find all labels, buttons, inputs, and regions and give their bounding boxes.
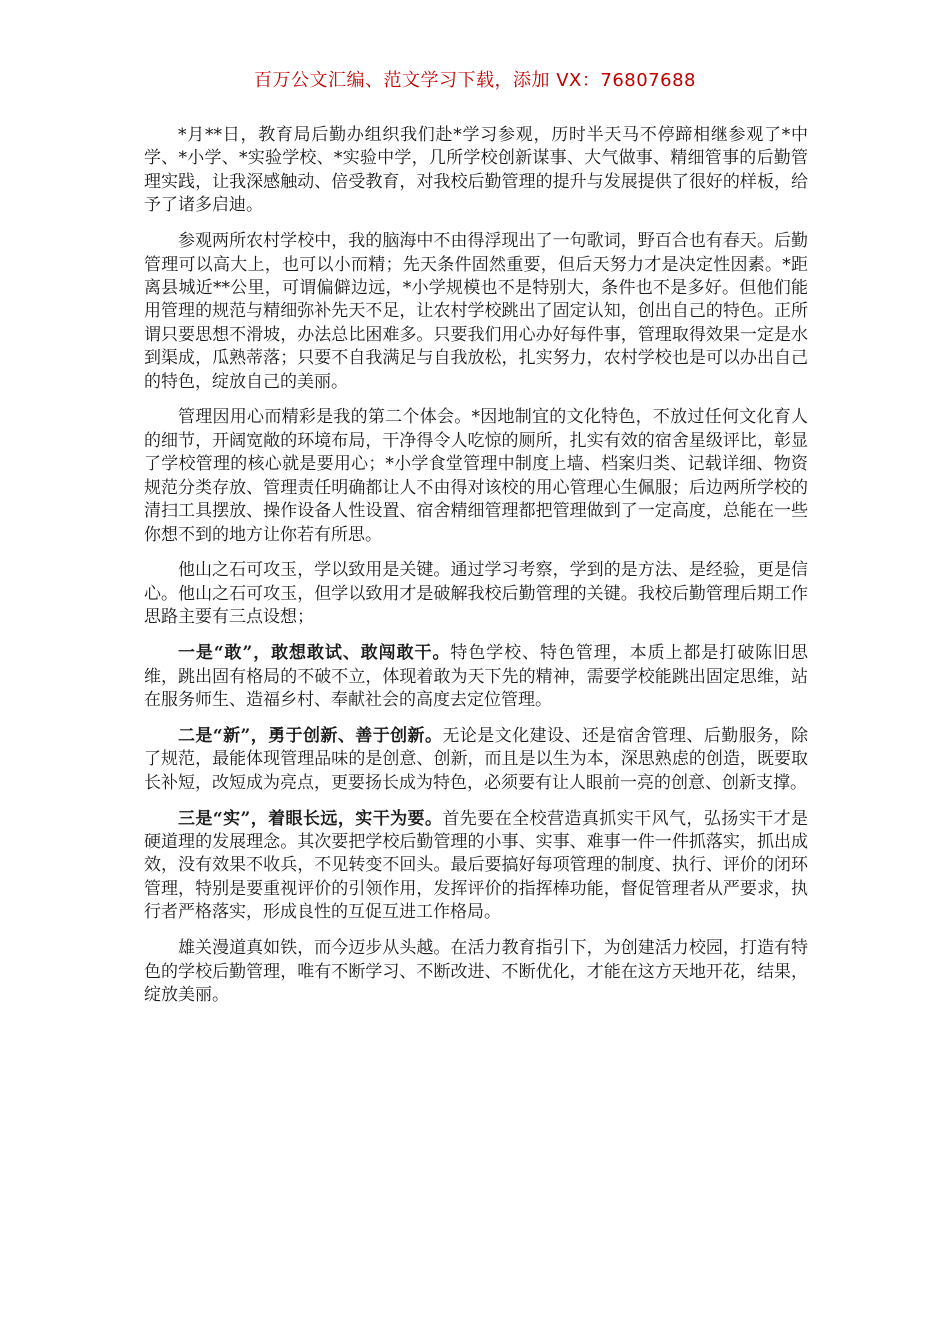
paragraph-text: 他山之石可攻玉，学以致用是关键。通过学习考察，学到的是方法、是经验，更是信心。他山之石可攻玉，但学以致用才是破解我校后勤管理的关键。我校后勤管理后期工作思路主要有三点设想；	[144, 560, 808, 628]
paragraph-lead: 三是“实”，着眼长远，实干为要。	[178, 808, 443, 829]
paragraph-text: 管理因用心而精彩是我的第二个体会。*因地制宜的文化特色，不放过任何文化育人的细节，开阔宽敞的环境布局，干净得令人吃惊的厕所，扎实有效的宿舍星级评比，彰显了学校管理的核心就是要用心；*小学食堂管理中制度上墙、档案归类、记载详细、物资规范分类存放、管理责任明确都让人不由得对该校的用心管理心生佩服；后边两所学校的清扫工具摆放、操作设备人性设置、宿舍精细管理都把管理做到了一定高度，总能在一些你想不到的地方让你若有所思。	[144, 407, 808, 545]
paragraph-3	[144, 406, 808, 546]
paragraph-text: 无论是文化建设、还是宿舍管理、后勤服务，除了规范，最能体现管理品味的是创意、创新，而且是以生为本，深思熟虑的创造，既要取长补短，改短成为亮点，更要扬长成为特色，必须要有让人眼前一亮的创意、创新支撑。	[144, 725, 808, 793]
paragraph-text: *月**日，教育局后勤办组织我们赴*学习参观，历时半天马不停蹄相继参观了*中学、*小学、*实验学校、*实验中学，几所学校创新谋事、大气做事、精细管事的后勤管理实践，让我深感触动、倍受教育，对我校后勤管理的提升与发展提供了很好的样板，给予了诸多启迪。	[144, 125, 808, 216]
paragraph-7	[144, 808, 808, 925]
paragraph-2	[144, 230, 808, 394]
paragraph-text: 雄关漫道真如铁，而今迈步从头越。在活力教育指引下，为创建活力校园，打造有特色的学校后勤管理，唯有不断学习、不断改进、不断优化，才能在这方天地开花，结果，绽放美丽。	[144, 938, 808, 1005]
header-banner: 百万公文汇编、范文学习下载，添加 VX：76807688	[254, 70, 696, 91]
document-body	[144, 124, 808, 1020]
paragraph-text: 首先要在全校营造真抓实干风气，弘扬实干才是硬道理的发展理念。其次要把学校后勤管理的小事、实事、难事一件一件抓落实，抓出成效，没有效果不收兵，不见转变不回头。最后要搞好每项管理的制度、执行、评价的闭环管理，特别是要重视评价的引领作用，发挥评价的指挥棒功能，督促管理者从严要求，执行者严格落实，形成良性的互促互进工作格局。	[144, 808, 808, 923]
paragraph-lead: 二是“新”，勇于创新、善于创新。	[178, 725, 443, 746]
paragraph-1	[144, 124, 808, 218]
paragraph-8	[144, 937, 808, 1007]
paragraph-text: 特色学校、特色管理，本质上都是打破陈旧思维，跳出固有格局的不破不立，体现着敢为天下先的精神，需要学校能跳出固定思维，站在服务师生、造福乡村、奉献社会的高度去定位管理。	[144, 643, 808, 710]
paragraph-5	[144, 642, 808, 712]
paragraph-lead: 一是“敢”，敢想敢试、敢闯敢干。	[178, 643, 451, 664]
paragraph-text: 参观两所农村学校中，我的脑海中不由得浮现出了一句歌词，野百合也有春天。后勤管理可以高大上，也可以小而精；先天条件固然重要，但后天努力才是决定性因素。*距离县城近**公里，可谓偏僻边远，*小学规模也不是特别大，条件也不是多好。但他们能用管理的规范与精细弥补先天不足，让农村学校跳出了固定认知，创出自己的特色。正所谓只要思想不滑坡，办法总比困难多。只要我们用心办好每件事，管理取得效果一定是水到渠成，瓜熟蒂落；只要不自我满足与自我放松，扎实努力，农村学校也是可以办出自己的特色，绽放自己的美丽。	[144, 231, 808, 392]
paragraph-6	[144, 725, 808, 795]
paragraph-4	[144, 559, 808, 629]
